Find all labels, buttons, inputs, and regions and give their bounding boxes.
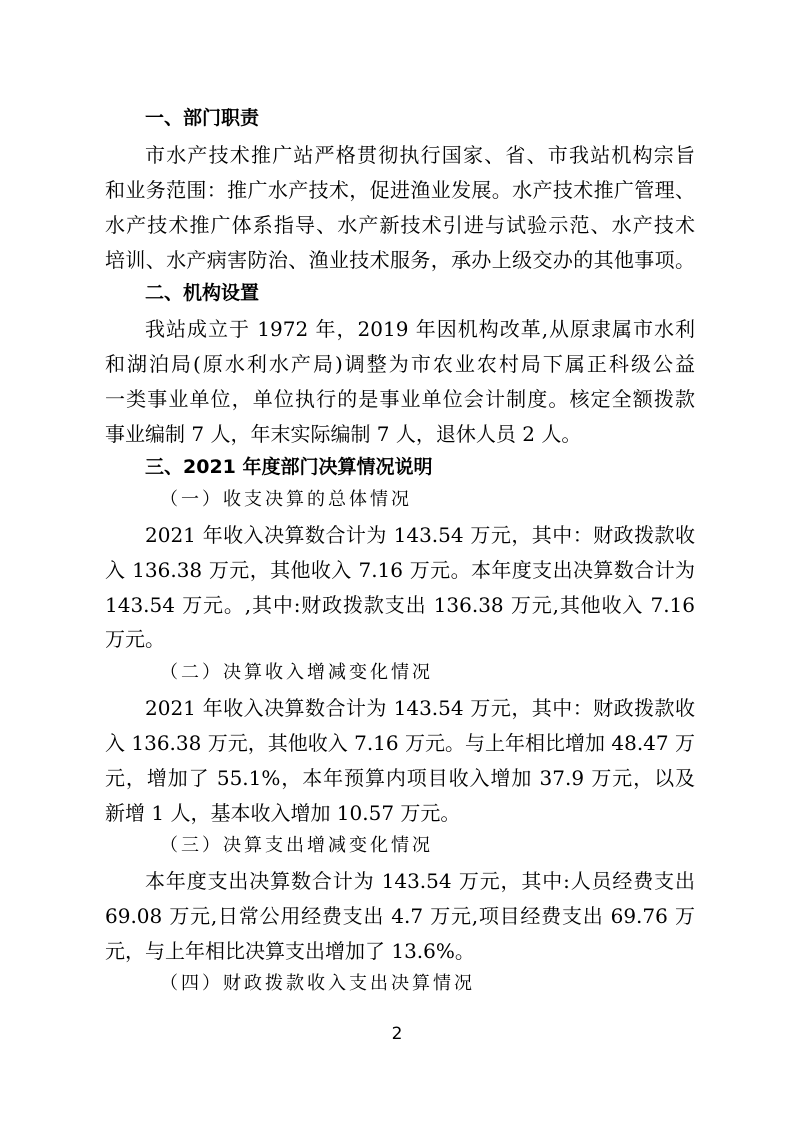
subsection-1-line-3: 143.54 万元。,其中:财政拨款支出 136.38 万元,其他收入 7.16 bbox=[105, 593, 695, 617]
section-3-heading: 三、2021 年度部门决算情况说明 bbox=[145, 456, 433, 478]
section-1-line-2: 和业务范围：推广水产技术，促进渔业发展。水产技术推广管理、 bbox=[105, 178, 695, 202]
subsection-1-title: （一）收支决算的总体情况 bbox=[160, 489, 412, 510]
subsection-4-title: （四）财政拨款收入支出决算情况 bbox=[160, 973, 475, 994]
subsection-1-line-1: 2021 年收入决算数合计为 143.54 万元，其中：财政拨款收 bbox=[145, 523, 695, 547]
page-number: 2 bbox=[391, 1024, 403, 1044]
subsection-2-line-4: 新增 1 人，基本收入增加 10.57 万元。 bbox=[105, 801, 461, 825]
subsection-3-title: （三）决算支出增减变化情况 bbox=[160, 835, 433, 856]
subsection-3-line-3: 元，与上年相比决算支出增加了 13.6%。 bbox=[105, 939, 475, 963]
section-1-line-3: 水产技术推广体系指导、水产新技术引进与试验示范、水产技术 bbox=[105, 213, 695, 237]
subsection-3-line-1: 本年度支出决算数合计为 143.54 万元，其中:人员经费支出 bbox=[145, 869, 695, 893]
section-2-line-1: 我站成立于 1972 年，2019 年因机构改革,从原隶属市水利 bbox=[145, 317, 695, 341]
section-1-line-4: 培训、水产病害防治、渔业技术服务，承办上级交办的其他事项。 bbox=[105, 248, 695, 272]
subsection-2-line-1: 2021 年收入决算数合计为 143.54 万元，其中：财政拨款收 bbox=[145, 696, 695, 720]
section-2-heading: 二、机构设置 bbox=[145, 282, 260, 304]
section-2-line-4: 事业编制 7 人，年末实际编制 7 人，退休人员 2 人。 bbox=[105, 422, 582, 446]
section-1-line-1: 市水产技术推广站严格贯彻执行国家、省、市我站机构宗旨 bbox=[145, 143, 695, 167]
subsection-1-line-2: 入 136.38 万元，其他收入 7.16 万元。本年度支出决算数合计为 bbox=[105, 558, 695, 582]
subsection-2-line-3: 元，增加了 55.1%，本年预算内项目收入增加 37.9 万元，以及 bbox=[105, 766, 695, 790]
subsection-3-line-2: 69.08 万元,日常公用经费支出 4.7 万元,项目经费支出 69.76 万 bbox=[105, 904, 695, 928]
subsection-2-title: （二）决算收入增减变化情况 bbox=[160, 662, 433, 683]
subsection-2-line-2: 入 136.38 万元，其他收入 7.16 万元。与上年相比增加 48.47 万 bbox=[105, 731, 695, 755]
subsection-1-line-4: 万元。 bbox=[105, 627, 165, 651]
section-2-line-3: 一类事业单位，单位执行的是事业单位会计制度。核定全额拨款 bbox=[105, 387, 695, 411]
section-2-line-2: 和湖泊局(原水利水产局)调整为市农业农村局下属正科级公益 bbox=[105, 352, 695, 376]
section-1-heading: 一、部门职责 bbox=[145, 107, 260, 129]
